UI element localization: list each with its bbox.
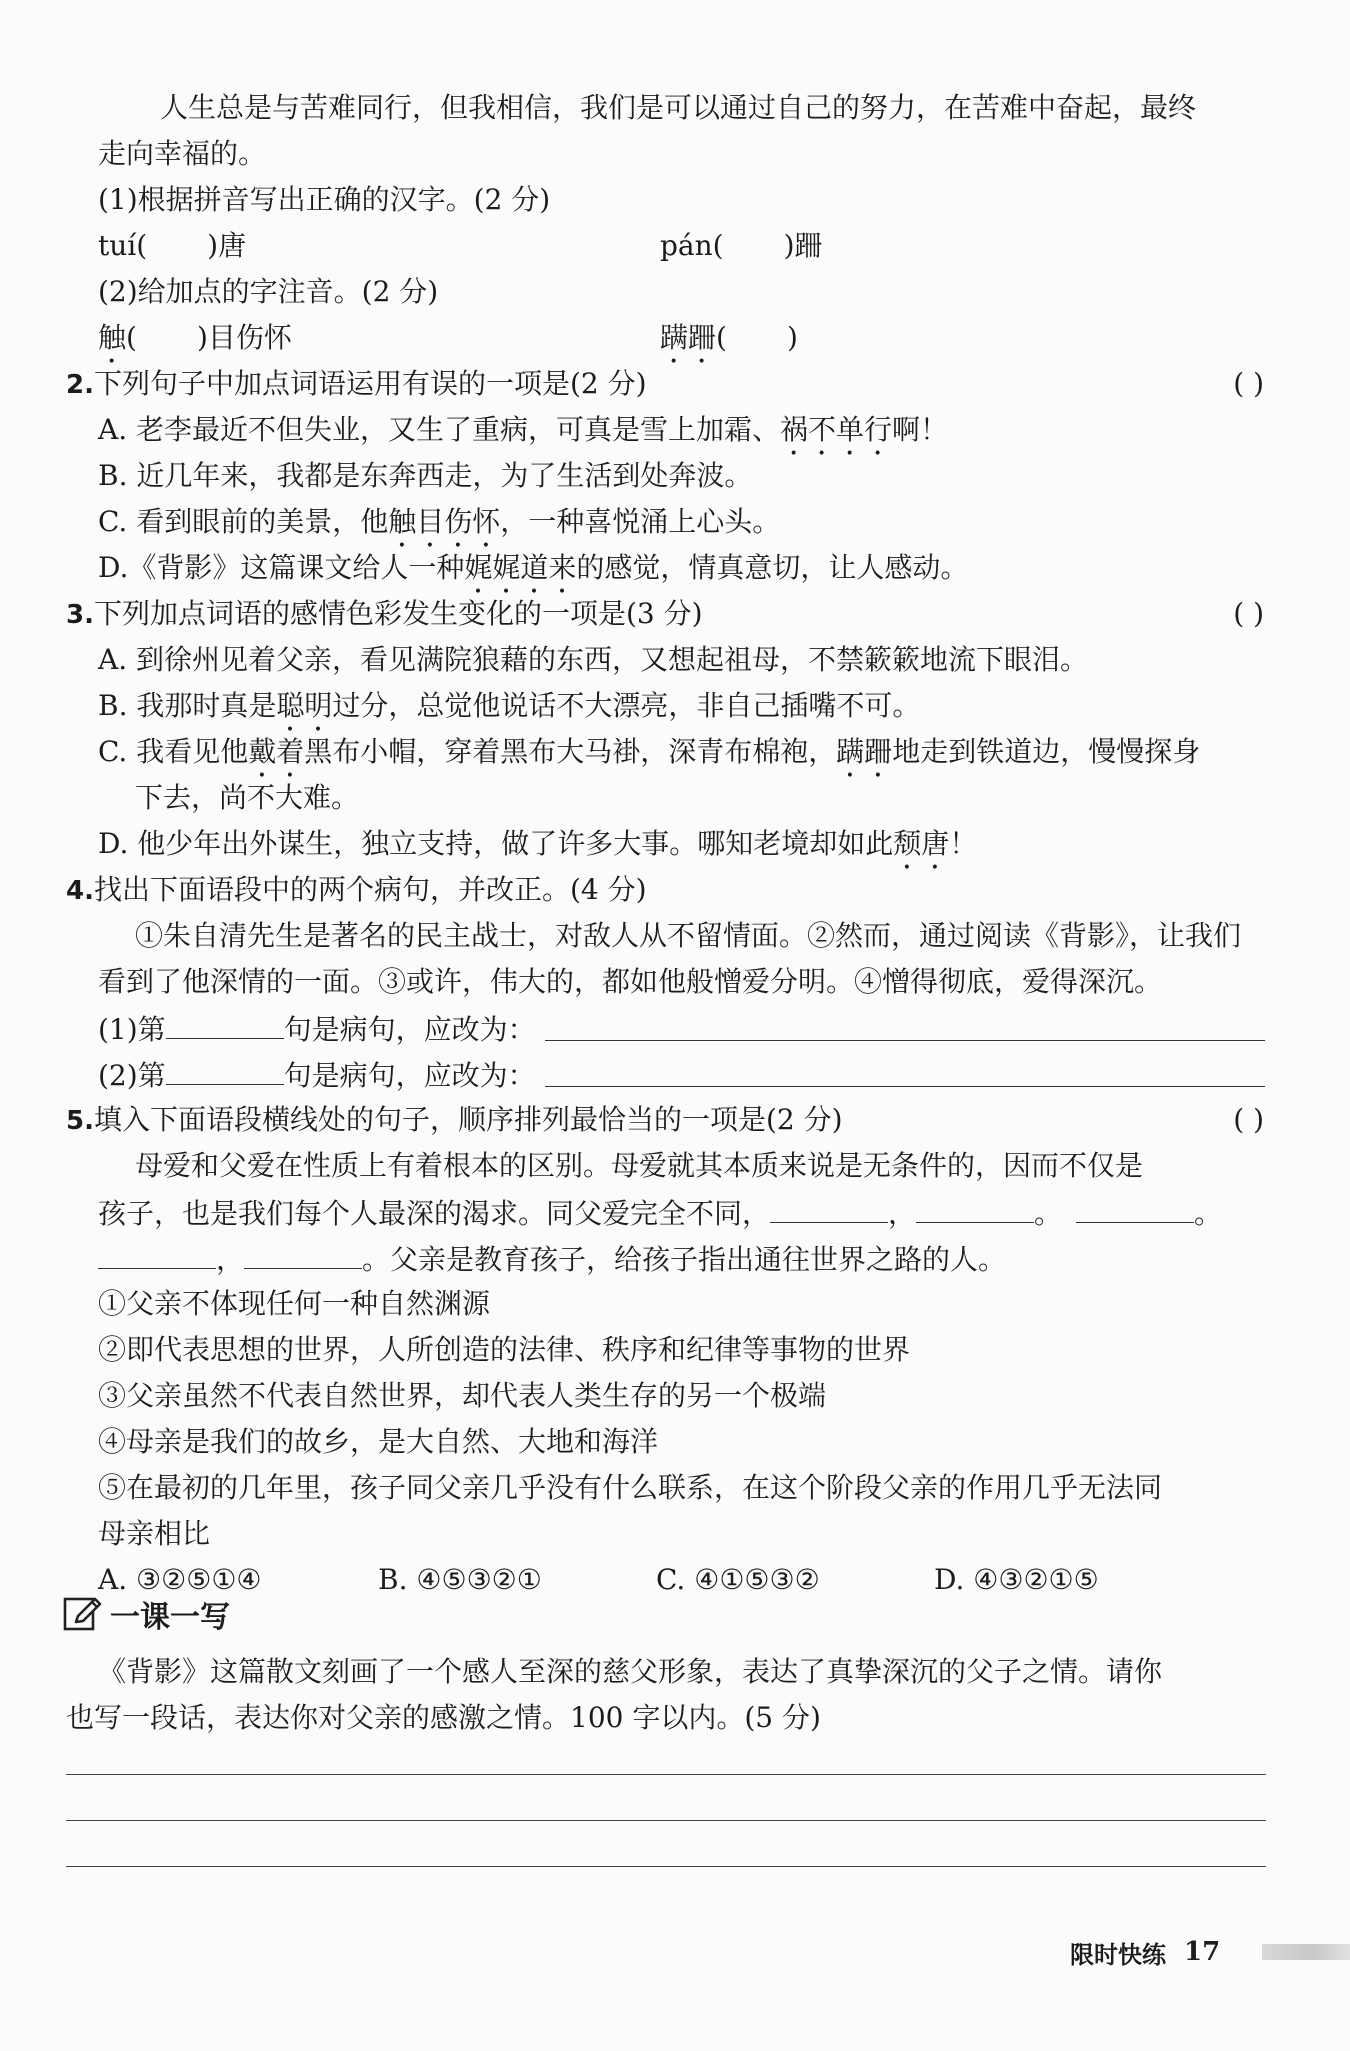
q4-stem-text: 找出下面语段中的两个病句，并改正。(4 分) [93,873,647,906]
writing-prompt-line-1: 《背影》这篇散文刻画了一个感人至深的慈父形象，表达了真挚深沉的父子之情。请你 [98,1655,1163,1688]
intro-line-2: 走向幸福的。 [98,137,267,170]
q5-item-5-line-2: 母亲相比 [98,1517,211,1550]
q3-d-dotted: 颓唐 [893,827,950,860]
pen-icon [62,1594,102,1634]
char-a-close: )目伤怀 [196,321,292,354]
q1-pinyin-a [98,226,246,266]
q3-option-a[interactable]: A. 到徐州见着父亲，看见满院狼藉的东西，又想起祖母，不禁簌簌地流下眼泪。 [98,643,1089,676]
q4-fill1-correction-line[interactable] [545,1040,1265,1041]
writing-section-title: 一课一写 [110,1600,230,1635]
q5-blank-3[interactable] [1076,1192,1194,1223]
q5-option-c[interactable]: C. ④①⑤③② [656,1563,820,1596]
page-footer [1070,1930,1220,1974]
q5-item-2: ②即代表思想的世界，人所创造的法律、秩序和纪律等事物的世界 [98,1333,911,1366]
q2-number: 2. [66,370,94,400]
q1-pinyin-b [660,226,823,266]
pinyin-a-suffix: )唐 [207,229,247,262]
q5-period-1: 。 [1034,1197,1063,1230]
q5-item-1: ①父亲不体现任何一种自然渊源 [98,1287,491,1320]
q3-c-dotted-2: 蹒跚 [836,735,893,768]
pinyin-b-suffix: )跚 [783,229,823,262]
q5-period-2: 。 [1194,1197,1223,1230]
q5-stem [66,1100,843,1140]
q2-option-a[interactable] [98,410,948,450]
q1-part1-label: (1)根据拼音写出正确的汉字。(2 分) [98,183,551,216]
char-a-dotted: 触 [98,321,127,354]
q2-a-dotted: 祸不单行 [780,413,893,446]
q2-c-post: ，一种喜悦涌上心头。 [500,505,781,538]
writing-prompt-line-2: 也写一段话，表达你对父亲的感激之情。100 字以内。(5 分) [66,1701,821,1734]
q2-d-pre: D.《背影》这篇课文给人一种 [98,551,465,584]
intro-line-1: 人生总是与苦难同行，但我相信，我们是可以通过自己的努力，在苦难中奋起，最终 [160,91,1197,124]
q3-option-b[interactable] [98,686,920,726]
q2-c-pre: C. 看到眼前的美景，他 [98,505,389,538]
q1-part2-label: (2)给加点的字注音。(2 分) [98,275,439,308]
char-b-open: ( [716,321,727,354]
q4-fill2-correction-line[interactable] [545,1086,1265,1087]
q2-a-pre: A. 老李最近不但失业，又生了重病，可真是雪上加霜、 [98,413,781,446]
q4-fill1-pre: (1)第 [98,1013,166,1046]
q3-option-d[interactable] [98,824,977,864]
q4-paragraph-line-2: 看到了他深情的一面。③或许，伟大的，都如他般憎爱分明。④憎得彻底，爱得深沉。 [98,965,1163,998]
footer-decor-bar [1262,1944,1350,1960]
q3-c-dotted: 戴着 [248,735,305,768]
q5-blank-5[interactable] [244,1238,362,1269]
page-number: 17 [1184,1937,1221,1967]
q5-option-d[interactable]: D. ④③②①⑤ [934,1563,1099,1596]
q1-char-b [660,318,798,358]
q5-item-5-line-1: ⑤在最初的几年里，孩子同父亲几乎没有什么联系，在这个阶段父亲的作用几乎无法同 [98,1471,1163,1504]
q5-option-a[interactable]: A. ③②⑤①④ [98,1563,262,1596]
q3-d-post: ！ [949,827,978,860]
q5-answer-bracket[interactable]: ( ) [1233,1103,1264,1136]
q4-fill-2 [98,1054,536,1094]
q5-comma-2: ， [216,1243,245,1276]
q2-a-post: 啊！ [892,413,949,446]
q2-option-d[interactable] [98,548,968,588]
writing-line-1[interactable] [66,1774,1266,1775]
q5-stem-text: 填入下面语段横线处的句子，顺序排列最恰当的一项是(2 分) [93,1103,843,1136]
q3-c-pre: C. 我看见他 [98,735,249,768]
q2-d-dotted: 娓娓道来 [464,551,577,584]
book-title: 限时快练 [1070,1940,1166,1969]
q4-fill-1 [98,1008,536,1048]
q4-fill1-mid: 句是病句，应改为： [283,1013,536,1046]
q3-b-dotted: 聪明 [276,689,333,722]
q3-b-pre: B. 我那时真是 [98,689,277,722]
q2-stem-text: 下列句子中加点词语运用有误的一项是(2 分) [93,367,647,400]
writing-line-3[interactable] [66,1866,1266,1867]
q3-answer-bracket[interactable]: ( ) [1233,597,1264,630]
q5-paragraph-line-3 [98,1238,1006,1278]
writing-section-header [62,1592,230,1636]
q2-c-dotted: 触目伤怀 [388,505,501,538]
q4-fill2-pre: (2)第 [98,1059,166,1092]
q3-number: 3. [66,600,94,630]
char-a-open: ( [126,321,137,354]
q1-char-a [98,318,292,358]
q4-fill2-mid: 句是病句，应改为： [283,1059,536,1092]
char-b-close: ) [786,321,798,354]
q3-option-c[interactable] [98,732,1200,772]
q4-fill2-sentence-blank[interactable] [166,1054,284,1085]
q3-d-pre: D. 他少年出外谋生，独立支持，做了许多大事。哪知老境却如此 [98,827,894,860]
q5-item-3: ③父亲虽然不代表自然世界，却代表人类生存的另一个极端 [98,1379,827,1412]
q2-option-c[interactable] [98,502,780,542]
q3-stem-text: 下列加点词语的感情色彩发生变化的一项是(3 分) [93,597,703,630]
q4-stem [66,870,647,910]
q5-paragraph-line-1: 母爱和父爱在性质上有着根本的区别。母爱就其本质来说是无条件的，因而不仅是 [135,1149,1144,1182]
q5-blank-4[interactable] [98,1238,216,1269]
q4-paragraph-line-1: ①朱自清先生是著名的民主战士，对敌人从不留情面。②然而，通过阅读《背影》，让我们 [135,919,1242,952]
q3-stem [66,594,703,634]
q3-c-post: 地走到铁道边，慢慢探身 [892,735,1201,768]
q3-option-c-line2: 下去，尚不大难。 [135,781,360,814]
q5-paragraph-line-2 [98,1192,1222,1232]
q5-comma-1: ， [888,1197,917,1230]
q5-item-4: ④母亲是我们的故乡，是大自然、大地和海洋 [98,1425,659,1458]
q2-stem [66,364,647,404]
q2-option-b[interactable]: B. 近几年来，我都是东奔西走，为了生活到处奔波。 [98,459,753,492]
writing-line-2[interactable] [66,1820,1266,1821]
char-b-dotted: 蹒跚 [660,321,717,354]
q4-fill1-sentence-blank[interactable] [166,1008,284,1039]
q5-line3-post: 。父亲是教育孩子，给孩子指出通往世界之路的人。 [362,1243,1007,1276]
pinyin-a-prefix: tuí( [98,229,148,262]
q3-c-mid: 黑布小帽，穿着黑布大马褂，深青布棉袍， [304,735,837,768]
pinyin-b-prefix: pán( [660,229,724,262]
q2-answer-bracket[interactable]: ( ) [1233,367,1264,400]
q3-b-post: 过分，总觉他说话不大漂亮，非自己插嘴不可。 [332,689,921,722]
q2-d-post: 的感觉，情真意切，让人感动。 [576,551,969,584]
q5-number: 5. [66,1106,94,1136]
q5-option-b[interactable]: B. ④⑤③②① [378,1563,542,1596]
q4-number: 4. [66,876,94,906]
q5-blank-1[interactable] [770,1192,888,1223]
q5-blank-2[interactable] [916,1192,1034,1223]
q5-line2-pre: 孩子，也是我们每个人最深的渴求。同父爱完全不同， [98,1197,771,1230]
